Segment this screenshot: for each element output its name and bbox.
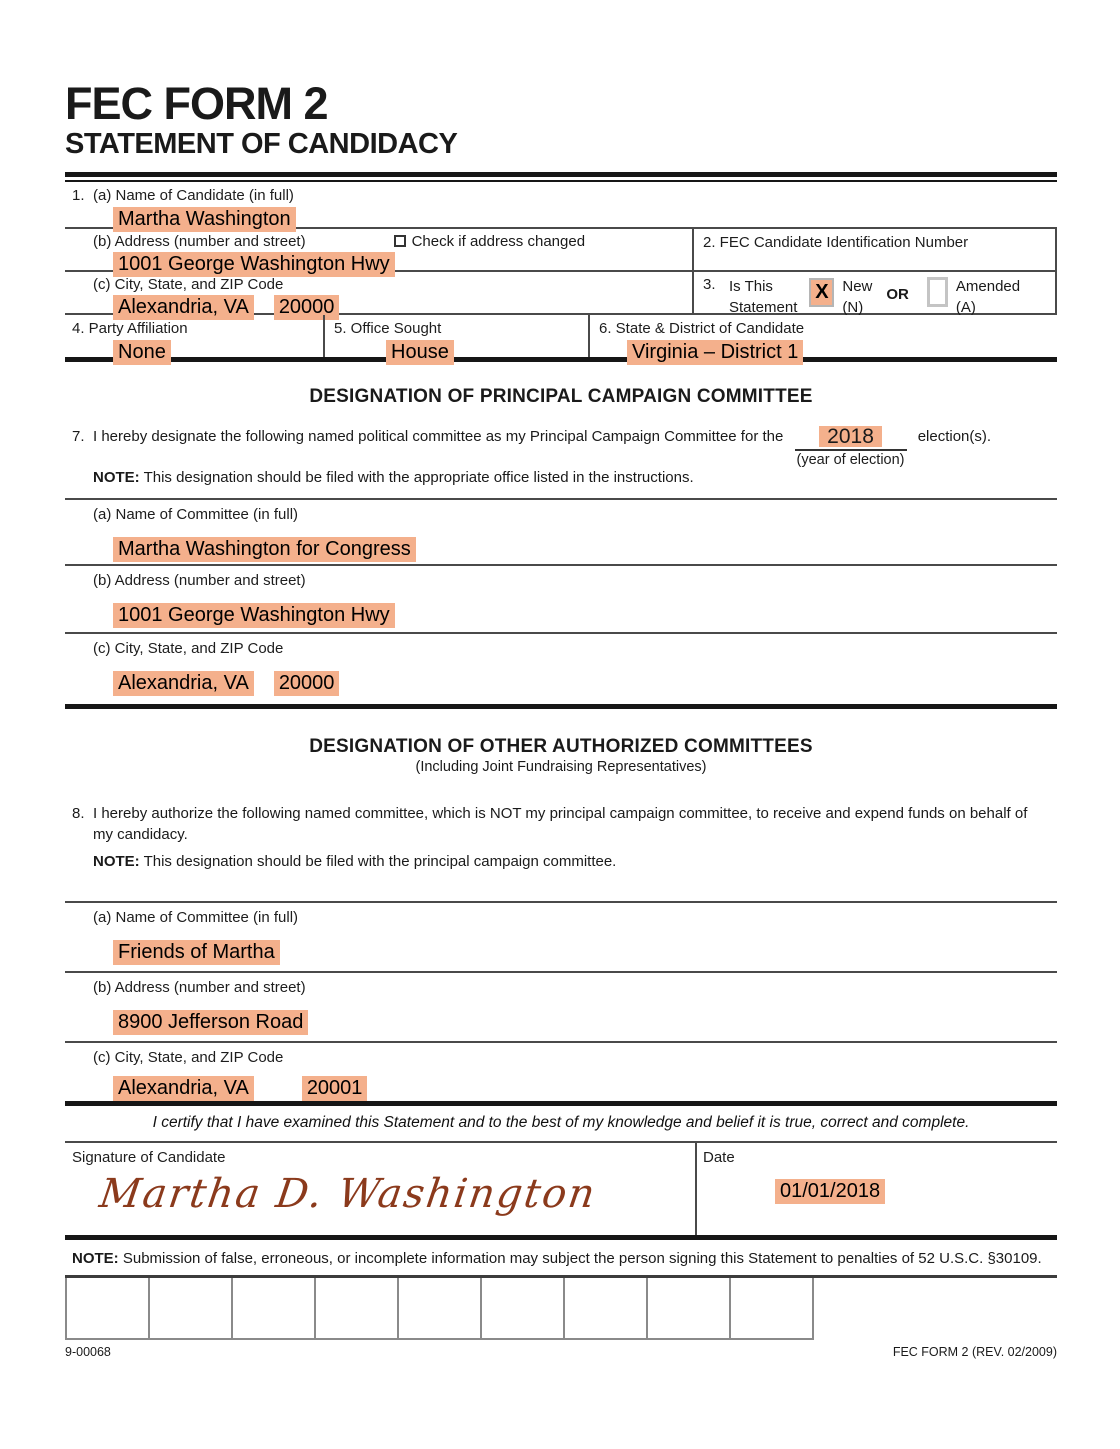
statement-amended-checkbox[interactable] <box>927 277 948 307</box>
party-field[interactable]: None <box>113 340 171 365</box>
principal-committee-name-label: (a) Name of Committee (in full) <box>93 505 299 523</box>
item-3-number: 3. <box>703 275 716 293</box>
other-committee-name-label: (a) Name of Committee (in full) <box>93 908 299 926</box>
signature-label: Signature of Candidate <box>72 1148 226 1166</box>
date-field[interactable]: 01/01/2018 <box>775 1179 885 1204</box>
statement-amended-label: Amended (A) <box>955 277 1021 316</box>
party-office-district-row <box>65 315 1057 363</box>
other-committee-address-field[interactable]: 8900 Jefferson Road <box>113 1010 308 1035</box>
statement-type-cell <box>692 272 1055 316</box>
signature-cell <box>65 1143 695 1235</box>
office-field[interactable]: House <box>386 340 454 365</box>
title-divider <box>65 172 1057 182</box>
form-subtitle: STATEMENT OF CANDIDACY <box>65 127 458 160</box>
footer-form-number: 9-00068 <box>65 1344 111 1359</box>
address-row <box>65 229 1057 275</box>
item-8-number: 8. <box>72 804 85 822</box>
item-7-text: I hereby designate the following named political committee as my Principal Campaign Committee for the 2018 (year of election) election(s). <box>93 426 991 451</box>
candidate-city-field[interactable]: Alexandria, VA <box>113 295 254 320</box>
principal-committee-city-field[interactable]: Alexandria, VA <box>113 671 254 696</box>
candidate-address-cell <box>65 229 692 275</box>
city-row <box>65 272 1057 318</box>
party-label: 4. Party Affiliation <box>72 319 188 337</box>
item-1-number: 1. <box>72 186 85 204</box>
signature-row <box>65 1143 1057 1235</box>
penalties-note: NOTE: Submission of false, erroneous, or incomplete information may subject the person signing this Statement to penalties of 52 U.S.C. §30109. <box>72 1249 1042 1267</box>
principal-committee-heading: DESIGNATION OF PRINCIPAL CAMPAIGN COMMITTEE <box>309 385 813 407</box>
section-divider <box>65 357 1057 362</box>
year-of-election-caption: (year of election) <box>796 451 905 468</box>
candidate-address-field[interactable]: 1001 George Washington Hwy <box>113 252 395 277</box>
card-grid-cell[interactable] <box>314 1278 399 1340</box>
card-grid-cell[interactable] <box>729 1278 814 1340</box>
principal-committee-zip-field[interactable]: 20000 <box>274 671 340 696</box>
section-divider <box>65 1235 1057 1240</box>
candidate-zip-field[interactable]: 20000 <box>274 295 340 320</box>
other-committee-city-cell <box>65 1043 1057 1101</box>
other-committee-zip-field[interactable]: 20001 <box>302 1076 368 1101</box>
other-committee-name-field[interactable]: Friends of Martha <box>113 940 280 965</box>
card-grid-cell[interactable] <box>480 1278 565 1340</box>
candidate-city-label: (c) City, State, and ZIP Code <box>93 275 284 293</box>
card-grid-cell[interactable] <box>563 1278 648 1340</box>
card-grid-cell[interactable] <box>148 1278 233 1340</box>
item-8 <box>65 803 1057 845</box>
item-8-text: I hereby authorize the following named committee, which is NOT my principal campaign committee, to receive and expend funds on behalf of my candidacy. <box>93 804 1028 843</box>
item-7-note: NOTE: This designation should be filed with the appropriate office listed in the instructions. <box>93 468 694 486</box>
district-field[interactable]: Virginia – District 1 <box>627 340 803 365</box>
certification-statement: I certify that I have examined this Statement and to the best of my knowledge and belief it is true, correct and complete. <box>152 1113 970 1131</box>
section-divider <box>65 704 1057 709</box>
party-cell <box>65 315 323 363</box>
date-cell <box>695 1143 1057 1235</box>
card-grid-cell[interactable] <box>646 1278 731 1340</box>
other-committee-address-label: (b) Address (number and street) <box>93 978 306 996</box>
other-committee-address-cell <box>65 973 1057 1043</box>
card-grid <box>65 1278 1057 1340</box>
other-committee-city-label: (c) City, State, and ZIP Code <box>93 1048 284 1066</box>
candidate-name-label: (a) Name of Candidate (in full) <box>93 186 294 204</box>
card-grid-cell[interactable] <box>65 1278 150 1340</box>
candidate-name-row <box>65 182 1057 229</box>
principal-committee-name-field[interactable]: Martha Washington for Congress <box>113 537 416 562</box>
other-committees-heading: DESIGNATION OF OTHER AUTHORIZED COMMITTEES <box>309 735 813 757</box>
date-label: Date <box>703 1148 735 1166</box>
item-8-note: NOTE: This designation should be filed with the principal campaign committee. <box>93 852 617 870</box>
office-label: 5. Office Sought <box>334 319 442 337</box>
signature-field[interactable]: Martha D. Washington <box>96 1170 600 1217</box>
page-footer <box>65 1345 1057 1359</box>
candidate-name-field[interactable]: Martha Washington <box>113 207 296 232</box>
address-changed-label: Check if address changed <box>411 232 586 250</box>
form-title: FEC FORM 2 <box>65 78 328 129</box>
principal-committee-address-cell <box>65 566 1057 634</box>
principal-committee-city-label: (c) City, State, and ZIP Code <box>93 639 284 657</box>
statement-new-checkbox[interactable]: X <box>809 278 834 307</box>
fec-id-label: 2. FEC Candidate Identification Number <box>703 233 969 251</box>
statement-new-label: New (N) <box>842 277 873 316</box>
checkbox-icon <box>394 235 406 247</box>
footer-revision: FEC FORM 2 (REV. 02/2009) <box>892 1344 1057 1359</box>
candidate-city-cell <box>65 272 692 318</box>
principal-committee-address-label: (b) Address (number and street) <box>93 571 306 589</box>
card-grid-wrap <box>65 1275 1057 1340</box>
principal-committee-name-cell <box>65 500 1057 566</box>
year-of-election-field[interactable] <box>795 424 907 468</box>
candidate-address-label: (b) Address (number and street) <box>93 232 306 250</box>
district-label: 6. State & District of Candidate <box>599 319 805 337</box>
other-committee-city-field[interactable]: Alexandria, VA <box>113 1076 254 1101</box>
office-cell <box>323 315 588 363</box>
card-grid-cell[interactable] <box>231 1278 316 1340</box>
item-7 <box>65 424 1057 468</box>
card-grid-cell[interactable] <box>397 1278 482 1340</box>
principal-committee-address-field[interactable]: 1001 George Washington Hwy <box>113 603 395 628</box>
year-of-election-value[interactable]: 2018 <box>819 426 882 447</box>
form-body <box>65 78 1057 1359</box>
other-committees-subheading: (Including Joint Fundraising Representatives) <box>415 758 707 775</box>
other-committee-name-cell <box>65 903 1057 973</box>
principal-committee-city-cell <box>65 634 1057 704</box>
district-cell <box>588 315 1057 363</box>
statement-label: Is This Statement <box>729 277 798 316</box>
address-changed-checkbox[interactable] <box>394 233 585 250</box>
item-7-number: 7. <box>72 427 85 445</box>
fec-id-field[interactable] <box>692 229 1055 270</box>
or-label: OR <box>886 285 909 303</box>
